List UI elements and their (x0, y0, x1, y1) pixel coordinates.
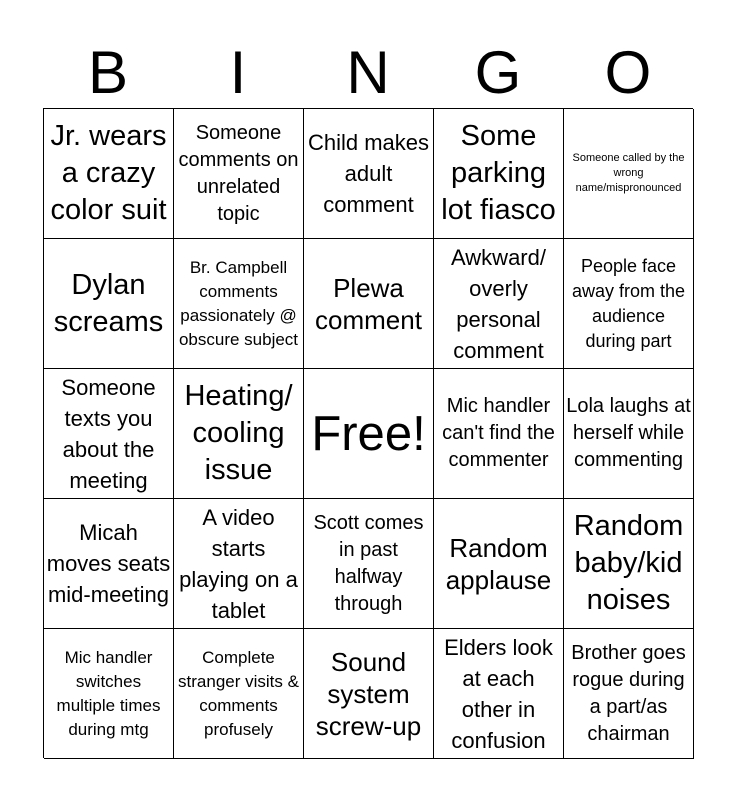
cell-text: Complete stranger visits & comments profusely (178, 647, 299, 739)
cell-text: Mic handler can't find the commenter (442, 395, 555, 471)
bingo-cell[interactable] (174, 499, 304, 629)
header-letter-o: O (604, 39, 652, 106)
bingo-cell[interactable] (434, 109, 564, 239)
bingo-cell[interactable] (44, 369, 174, 499)
cell-text: A video starts playing on a tablet (179, 504, 298, 623)
free-space[interactable] (304, 369, 434, 499)
bingo-cell[interactable] (44, 629, 174, 759)
cell-text: Lola laughs at herself while commenting (566, 395, 691, 471)
cell-text: Plewa comment (315, 272, 422, 335)
cell-text: People face away from the audience during part (571, 255, 686, 351)
cell-text: Someone texts you about the meeting (61, 374, 156, 493)
bingo-cell[interactable] (304, 239, 434, 369)
cell-text: Br. Campbell comments passionately @ obscure subject (178, 257, 299, 349)
cell-text: Dylan screams (53, 268, 164, 338)
cell-text: Micah moves seats mid-meeting (46, 520, 171, 607)
cell-text: Someone called by the wrong name/mispronounced (572, 152, 685, 194)
cell-text: Heating/ cooling issue (184, 380, 293, 486)
cell-text: Elders look at each other in confusion (444, 634, 553, 753)
bingo-cell[interactable] (434, 239, 564, 369)
cell-text: Scott comes in past halfway through (313, 511, 424, 615)
cell-text: Some parking lot fiasco (441, 120, 556, 226)
header-letter-n: N (346, 39, 390, 106)
bingo-cell[interactable] (44, 109, 174, 239)
bingo-cell[interactable] (434, 499, 564, 629)
bingo-cell[interactable] (304, 499, 434, 629)
bingo-cell[interactable] (564, 629, 694, 759)
cell-text: Someone comments on unrelated topic (178, 121, 299, 225)
header-letter-g: G (474, 39, 522, 106)
cell-text: Awkward/ overly personal comment (451, 244, 546, 363)
bingo-cell[interactable] (44, 499, 174, 629)
cell-text: Brother goes rogue during a part/as chairman (571, 641, 686, 745)
cell-text: Random baby/kid noises (573, 510, 684, 616)
cell-text: Sound system screw-up (315, 646, 422, 741)
bingo-cell[interactable] (174, 239, 304, 369)
cell-text: Free! (311, 406, 426, 461)
bingo-cell[interactable] (434, 629, 564, 759)
header-letter-b: B (87, 39, 129, 106)
bingo-cell[interactable] (44, 239, 174, 369)
bingo-cell[interactable] (174, 109, 304, 239)
cell-text: Child makes adult comment (307, 130, 430, 217)
bingo-cell[interactable] (564, 499, 694, 629)
cell-text: Mic handler switches multiple times during mtg (56, 647, 161, 739)
bingo-cell[interactable] (304, 629, 434, 759)
bingo-cell[interactable] (304, 109, 434, 239)
bingo-cell[interactable] (434, 369, 564, 499)
bingo-cell[interactable] (174, 369, 304, 499)
bingo-cell[interactable] (564, 239, 694, 369)
bingo-cell[interactable] (174, 629, 304, 759)
bingo-cell[interactable] (564, 109, 694, 239)
header-letter-i: I (229, 39, 247, 106)
bingo-cell[interactable] (564, 369, 694, 499)
cell-text: Jr. wears a crazy color suit (50, 120, 167, 226)
cell-text: Random applause (445, 532, 552, 595)
bingo-grid (43, 108, 693, 758)
bingo-header (43, 38, 693, 108)
